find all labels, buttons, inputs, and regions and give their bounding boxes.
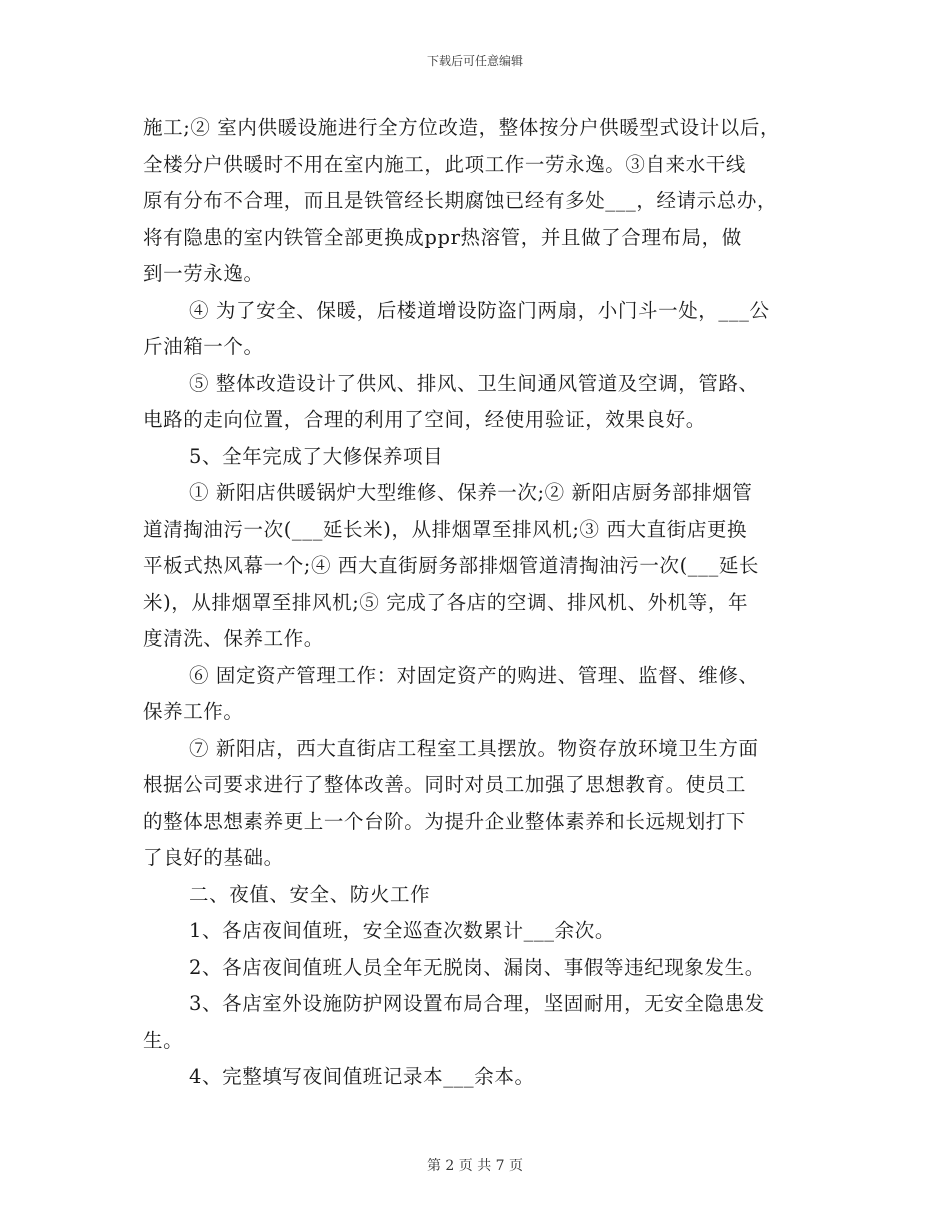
text-line: 1、各店夜间值班，安全巡查次数累计___余次。 xyxy=(189,919,615,942)
text-line: 原有分布不合理，而且是铁管经长期腐蚀已经有多处___，经请示总办， xyxy=(143,189,778,212)
text-line: 将有隐患的室内铁管全部更换成ppr热溶管，并且做了合理布局，做 xyxy=(143,225,742,249)
text-line: 的整体思想素养更上一个台阶。为提升企业整体素养和长远规划打下 xyxy=(143,809,747,833)
text-line: 3、各店室外设施防护网设置布局合理，坚固耐用，无安全隐患发 xyxy=(189,992,765,1015)
text-line: 生。 xyxy=(143,1028,184,1052)
text-line: 电路的走向位置，合理的利用了空间，经使用验证，效果良好。 xyxy=(143,408,706,431)
text-line: ① 新阳店供暖锅炉大型维修、保养一次;② 新阳店厨务部排烟管 xyxy=(189,481,753,504)
text-line: 4、完整填写夜间值班记录本___余本。 xyxy=(189,1065,535,1088)
text-line: 道清掏油污一次(___延长米)，从排烟罩至排风机;③ 西大直街店更换 xyxy=(143,517,748,541)
text-line: 2、各店夜间值班人员全年无脱岗、漏岗、事假等违纪现象发生。 xyxy=(189,955,765,979)
text-line: ④ 为了安全、保暖，后楼道增设防盗门两扇，小门斗一处，___公 xyxy=(189,298,770,322)
text-line: ⑤ 整体改造设计了供风、排风、卫生间通风管道及空调，管路、 xyxy=(189,371,759,395)
text-line: 保养工作。 xyxy=(143,700,244,723)
text-line: 米)，从排烟罩至排风机;⑤ 完成了各店的空调、排风机、外机等，年 xyxy=(143,590,749,614)
page-footer: 第 2 页 共 7 页 xyxy=(426,1158,524,1174)
text-line: 度清洗、保养工作。 xyxy=(143,627,324,650)
text-line: 到一劳永逸。 xyxy=(143,262,264,285)
text-line: 5、全年完成了大修保养项目 xyxy=(189,444,444,468)
text-line: 全楼分户供暖时不用在室内施工，此项工作一劳永逸。③自来水干线 xyxy=(143,152,747,176)
text-line: ⑥ 固定资产管理工作：对固定资产的购进、管理、监督、维修、 xyxy=(189,663,759,687)
text-line: 了良好的基础。 xyxy=(143,846,284,869)
text-line: ⑦ 新阳店，西大直街店工程室工具摆放。物资存放环境卫生方面 xyxy=(189,736,759,760)
text-line: 平板式热风幕一个;④ 西大直街厨务部排烟管道清掏油污一次(___延长 xyxy=(143,554,760,577)
page-header: 下载后可任意编辑 xyxy=(426,54,523,68)
text-line: 斤油箱一个。 xyxy=(143,335,264,358)
document-body xyxy=(143,110,813,1096)
text-line: 施工;② 室内供暖设施进行全方位改造，整体按分户供暖型式设计以后， xyxy=(143,116,781,139)
text-line: 二、夜值、安全、防火工作 xyxy=(189,882,431,906)
text-line: 根据公司要求进行了整体改善。同时对员工加强了思想教育。使员工 xyxy=(143,773,747,796)
